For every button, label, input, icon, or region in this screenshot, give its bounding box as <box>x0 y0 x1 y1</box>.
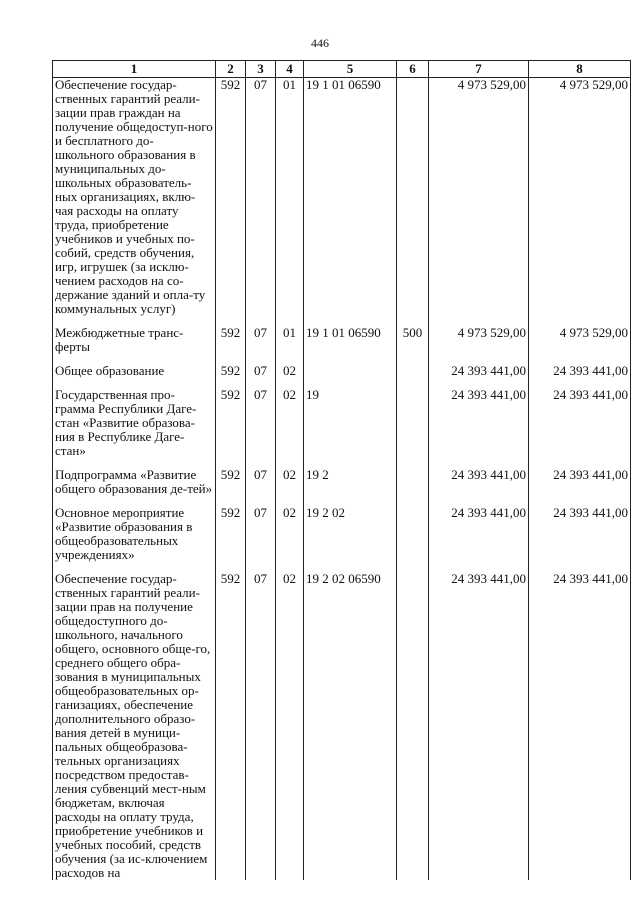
row-sum-2: 24 393 441,00 <box>529 506 631 562</box>
row-vr <box>397 364 429 378</box>
row-grbs: 592 <box>216 506 246 562</box>
table-row <box>53 388 631 458</box>
row-rz: 07 <box>246 364 276 378</box>
row-vr <box>397 572 429 880</box>
row-sum-1: 4 973 529,00 <box>429 326 529 354</box>
row-csr: 19 2 02 <box>304 506 397 562</box>
row-pr: 02 <box>276 468 304 496</box>
header-col-5: 5 <box>304 61 397 78</box>
row-sum-2: 24 393 441,00 <box>529 364 631 378</box>
row-rz: 07 <box>246 326 276 354</box>
table-row <box>53 364 631 378</box>
header-col-8: 8 <box>529 61 631 78</box>
row-rz: 07 <box>246 572 276 880</box>
row-sum-2: 4 973 529,00 <box>529 326 631 354</box>
row-grbs: 592 <box>216 326 246 354</box>
row-pr: 02 <box>276 364 304 378</box>
row-sum-1: 4 973 529,00 <box>429 78 529 317</box>
row-name: Подпрограмма «Развитие общего образования де-тей» <box>53 468 216 496</box>
row-pr: 02 <box>276 388 304 458</box>
header-col-2: 2 <box>216 61 246 78</box>
row-csr: 19 2 02 06590 <box>304 572 397 880</box>
row-sum-1: 24 393 441,00 <box>429 572 529 880</box>
row-sum-1: 24 393 441,00 <box>429 468 529 496</box>
row-pr: 01 <box>276 78 304 317</box>
row-grbs: 592 <box>216 388 246 458</box>
header-col-3: 3 <box>246 61 276 78</box>
row-sum-1: 24 393 441,00 <box>429 364 529 378</box>
row-vr: 500 <box>397 326 429 354</box>
row-sum-2: 24 393 441,00 <box>529 388 631 458</box>
row-name: Основное мероприятие «Развитие образования в общеобразовательных учреждениях» <box>53 506 216 562</box>
header-col-7: 7 <box>429 61 529 78</box>
row-pr: 01 <box>276 326 304 354</box>
row-vr <box>397 506 429 562</box>
row-sum-2: 4 973 529,00 <box>529 78 631 317</box>
page-number: 446 <box>311 36 329 50</box>
row-sum-1: 24 393 441,00 <box>429 506 529 562</box>
budget-table <box>52 60 631 880</box>
row-sum-1: 24 393 441,00 <box>429 388 529 458</box>
row-csr: 19 1 01 06590 <box>304 78 397 317</box>
table-row <box>53 506 631 562</box>
row-pr: 02 <box>276 506 304 562</box>
row-name: Обеспечение государ-ственных гарантий реали-зации прав граждан на получение общедоступ-ного и бесплатного до-школьного образования в муниципальных до-школьных образователь-ных организациях, вклю-чая расходы на оплату труда, приобретение учебников и учебных по-собий, средств обучения, игр, игрушек (за исклю-чением расходов на со-держание зданий и опла-ту коммунальных услуг) <box>53 78 216 317</box>
row-grbs: 592 <box>216 364 246 378</box>
row-pr: 02 <box>276 572 304 880</box>
header-col-6: 6 <box>397 61 429 78</box>
row-rz: 07 <box>246 388 276 458</box>
row-sum-2: 24 393 441,00 <box>529 572 631 880</box>
header-col-1: 1 <box>53 61 216 78</box>
table-row <box>53 468 631 496</box>
row-vr <box>397 468 429 496</box>
table-row <box>53 572 631 880</box>
row-name: Обеспечение государ-ственных гарантий реали-зации прав на получение общедоступного до-школьного, начального общего, основного обще-го, среднего общего обра-зования в муниципальных общеобразовательных ор-ганизациях, обеспечение дополнительного образо-вания детей в муници-пальных общеобразова-тельных организациях посредством предостав-ления субвенций мест-ным бюджетам, включая расходы на оплату труда, приобретение учебников и учебных пособий, средств обучения (за ис-ключением расходов на <box>53 572 216 880</box>
row-grbs: 592 <box>216 468 246 496</box>
table-row <box>53 78 631 317</box>
row-vr <box>397 78 429 317</box>
row-name: Государственная про-грамма Республики Даге-стан «Развитие образова-ния в Республике Даге-стан» <box>53 388 216 458</box>
table-row <box>53 326 631 354</box>
row-grbs: 592 <box>216 78 246 317</box>
row-rz: 07 <box>246 506 276 562</box>
row-vr <box>397 388 429 458</box>
row-name: Межбюджетные транс-ферты <box>53 326 216 354</box>
row-csr: 19 1 01 06590 <box>304 326 397 354</box>
row-name: Общее образование <box>53 364 216 378</box>
table-header-row <box>53 61 631 78</box>
row-rz: 07 <box>246 468 276 496</box>
row-csr <box>304 364 397 378</box>
row-sum-2: 24 393 441,00 <box>529 468 631 496</box>
row-csr: 19 2 <box>304 468 397 496</box>
row-grbs: 592 <box>216 572 246 880</box>
header-col-4: 4 <box>276 61 304 78</box>
row-rz: 07 <box>246 78 276 317</box>
row-csr: 19 <box>304 388 397 458</box>
